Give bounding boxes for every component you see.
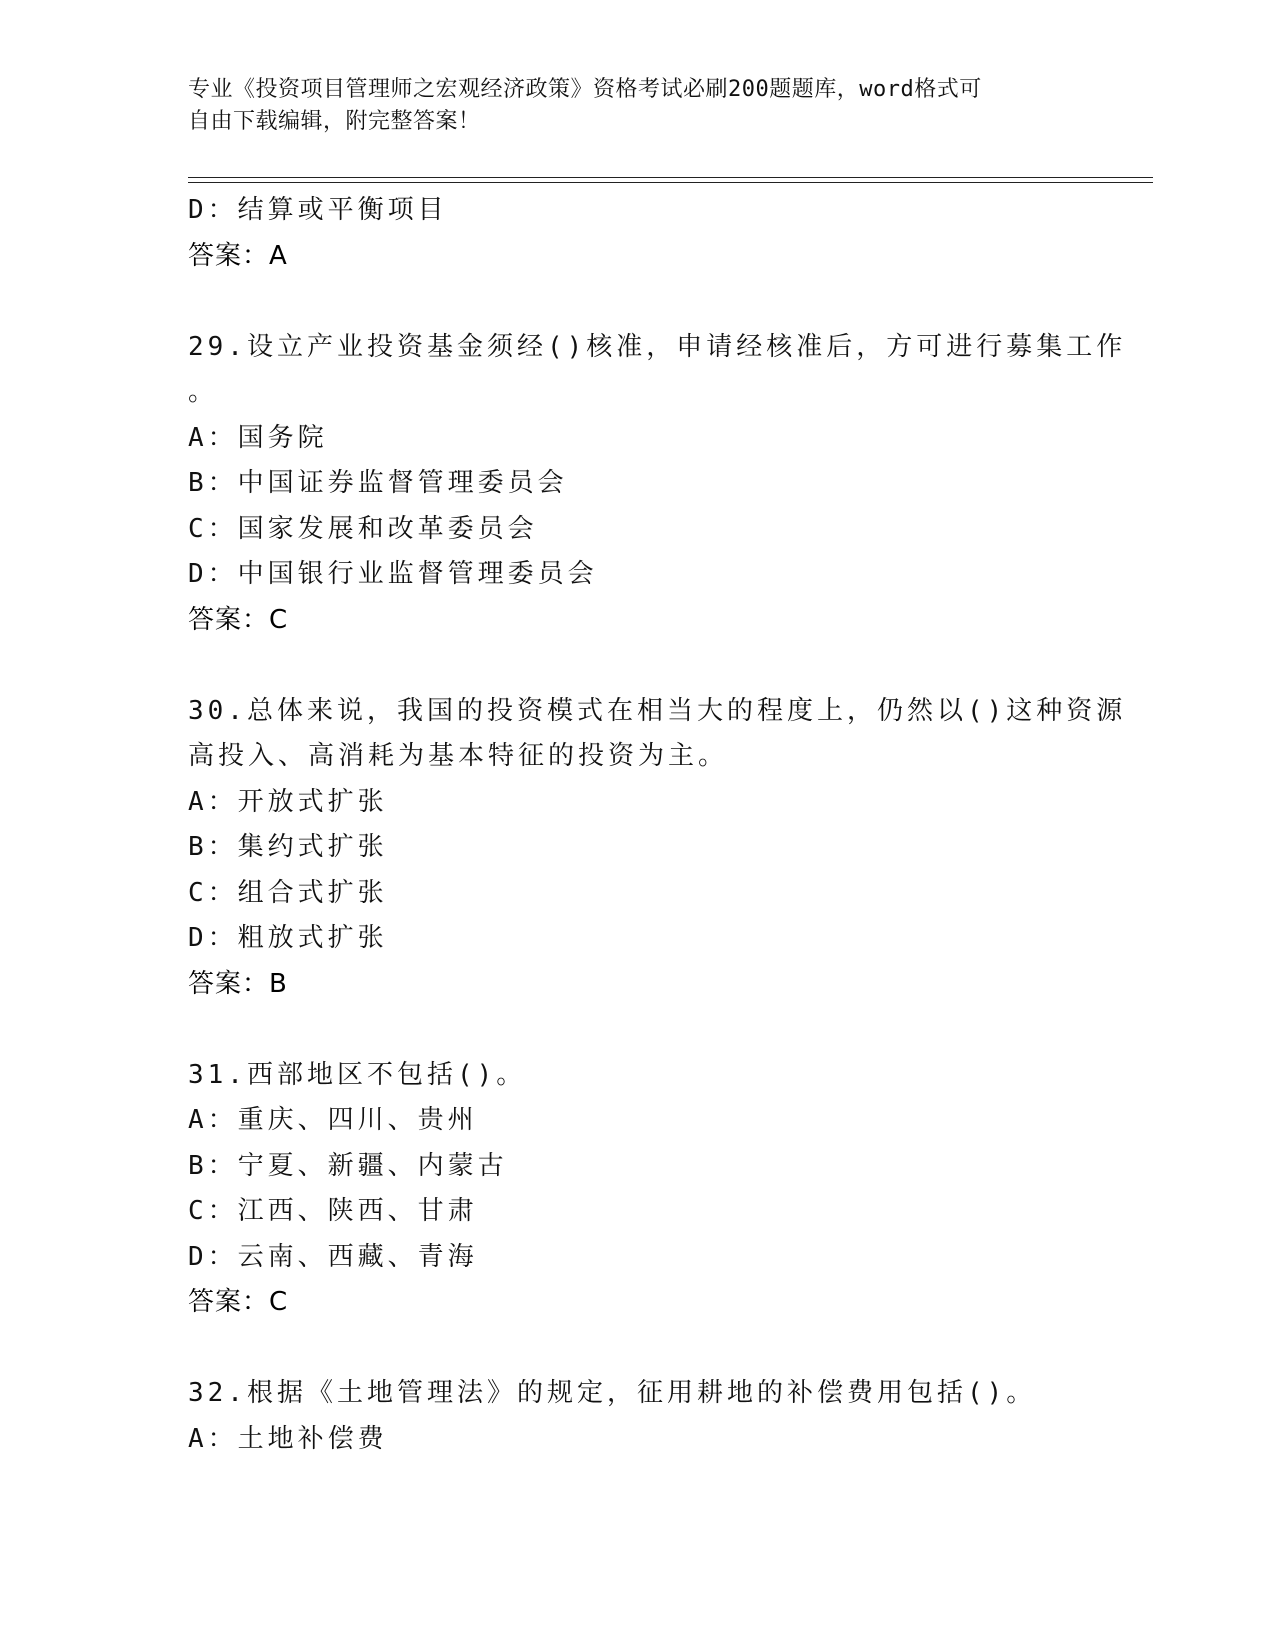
question-31-option-a: A：重庆、四川、贵州 [188, 1105, 478, 1135]
question-31 [188, 1053, 1088, 1326]
question-30 [188, 689, 1127, 1008]
spacer [188, 643, 1088, 689]
question-32-stem-line-1: 32.根据《土地管理法》的规定，征用耕地的补偿费用包括()。 [188, 1378, 1037, 1408]
question-29-stem-line-1: 29.设立产业投资基金须经()核准，申请经核准后，方可进行募集工作 [188, 331, 1127, 362]
spacer [188, 279, 1088, 325]
spacer [188, 1007, 1088, 1053]
spacer [188, 1326, 1088, 1372]
header-line-2: 自由下载编辑，附完整答案！ [188, 109, 481, 134]
question-29-option-c: C：国家发展和改革委员会 [188, 513, 538, 544]
question-31-option-d: D：云南、西藏、青海 [188, 1241, 478, 1272]
question-30-option-c: C：组合式扩张 [188, 877, 388, 908]
question-30-stem-line-2: 高投入、高消耗为基本特征的投资为主。 [188, 741, 729, 771]
question-30-option-d: D：粗放式扩张 [188, 923, 388, 953]
question-32-option-a: A：土地补偿费 [188, 1423, 388, 1454]
prev-option-d: D：结算或平衡项目 [188, 195, 448, 225]
question-29 [188, 325, 1127, 644]
question-31-option-b: B：宁夏、新疆、内蒙古 [188, 1150, 508, 1181]
question-list [188, 188, 1127, 1462]
question-30-option-a: A：开放式扩张 [188, 786, 388, 817]
header-divider-top [188, 177, 1153, 178]
question-30-answer: 答案：B [188, 968, 288, 999]
header-line-1: 专业《投资项目管理师之宏观经济政策》资格考试必刷200题题库，word格式可 [188, 77, 982, 102]
question-30-stem-line-1: 30.总体来说，我国的投资模式在相当大的程度上，仍然以()这种资源 [188, 695, 1127, 726]
question-31-stem-line-1: 31.西部地区不包括()。 [188, 1059, 527, 1090]
question-29-stem-line-2: 。 [188, 377, 219, 407]
question-31-answer: 答案：C [188, 1287, 289, 1317]
prev-answer: 答案：A [188, 240, 288, 271]
question-29-option-a: A：国务院 [188, 422, 328, 453]
question-32 [188, 1371, 1088, 1462]
question-30-option-b: B：集约式扩张 [188, 832, 388, 862]
header-divider-bottom [188, 182, 1153, 183]
question-31-option-c: C：江西、陕西、甘肃 [188, 1196, 478, 1226]
question-29-option-b: B：中国证券监督管理委员会 [188, 468, 568, 498]
page-header [188, 74, 1068, 138]
question-29-answer: 答案：C [188, 604, 289, 635]
question-29-option-d: D：中国银行业监督管理委员会 [188, 559, 598, 589]
